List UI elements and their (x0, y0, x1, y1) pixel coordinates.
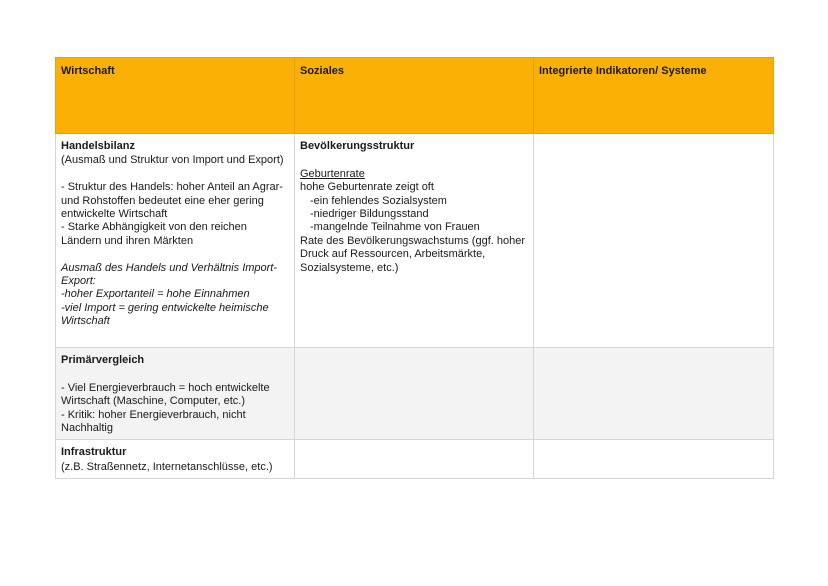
cell-title: Handelsbilanz (61, 140, 135, 152)
cell-text: - Viel Energieverbrauch = hoch entwickelte Wirtschaft (Maschine, Computer, etc.) (61, 381, 273, 408)
header-integrierte-indikatoren: Integrierte Indikatoren/ Systeme (534, 58, 774, 134)
empty-cell (534, 348, 774, 440)
cell-text: hohe Geburtenrate zeigt oft (300, 181, 434, 194)
cell-title: Bevölkerungsstruktur (300, 140, 415, 152)
cell-text: (z.B. Straßennetz, Internetanschlüsse, etc.) (61, 460, 273, 473)
empty-cell (534, 134, 774, 348)
header-soziales: Soziales (295, 58, 534, 134)
cell-italic-text: -viel Import = gering entwickelte heimische Wirtschaft (61, 301, 272, 328)
cell-title: Infrastruktur (61, 446, 127, 459)
empty-cell (295, 348, 534, 440)
table-row (56, 134, 774, 348)
cell-text: -mangelnde Teilnahme von Frauen (310, 221, 480, 234)
table-header-row (56, 58, 774, 134)
cell-text: - Kritik: hoher Energieverbrauch, nicht Nachhaltig (61, 408, 249, 435)
cell-text: - Struktur des Handels: hoher Anteil an Agrar- und Rohstoffen bedeutet eine eher gering entwickelte Wirtschaft (61, 181, 287, 221)
cell-title: Primärvergleich (61, 354, 145, 366)
header-wirtschaft: Wirtschaft (56, 58, 295, 134)
cell-subtitle: Geburtenrate (300, 167, 365, 180)
cell-text: (Ausmaß und Struktur von Import und Export) (61, 154, 284, 167)
table-row (56, 348, 774, 440)
cell-text: Rate des Bevölkerungswachstums (ggf. hoher Druck auf Ressourcen, Arbeitsmärkte, Sozialsysteme, etc.) (300, 234, 529, 274)
empty-cell (534, 440, 774, 479)
table-row (56, 440, 774, 479)
cell-infrastruktur (56, 440, 295, 479)
cell-italic-text: Ausmaß des Handels und Verhältnis Import- Export: (61, 261, 281, 288)
cell-italic-text: -hoher Exportanteil = hohe Einnahmen (61, 288, 250, 301)
cell-handelsbilanz (56, 134, 295, 348)
indicator-table (55, 57, 774, 479)
cell-primaervergleich (56, 348, 295, 440)
cell-bevoelkerungsstruktur (295, 134, 534, 348)
empty-cell (295, 440, 534, 479)
cell-text: - Starke Abhängigkeit von den reichen Ländern und ihren Märkten (61, 221, 250, 247)
cell-text: -niedriger Bildungsstand (310, 208, 429, 221)
cell-text: -ein fehlendes Sozialsystem (310, 194, 447, 207)
